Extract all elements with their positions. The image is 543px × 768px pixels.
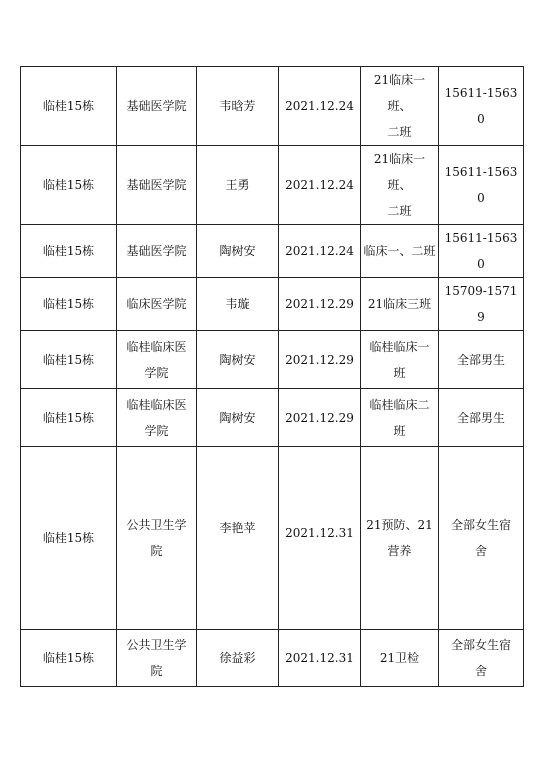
class-line-1: 临桂临床二 bbox=[369, 397, 430, 412]
college-line-2: 院 bbox=[150, 544, 163, 558]
college-line-2: 学院 bbox=[144, 365, 169, 380]
date-cell: 2021.12.24 bbox=[279, 67, 361, 146]
rooms-line-2: 舍 bbox=[474, 664, 487, 678]
college-line-2: 学院 bbox=[144, 423, 169, 438]
class-cell bbox=[361, 146, 439, 225]
building-cell: 临桂15栋 bbox=[21, 278, 117, 331]
rooms-cell: 15611-15630 bbox=[439, 67, 524, 146]
table-row bbox=[21, 278, 524, 331]
college-cell bbox=[117, 630, 197, 687]
class-cell: 21临床三班 bbox=[361, 278, 439, 331]
building-cell: 临桂15栋 bbox=[21, 67, 117, 146]
rooms-cell: 全部男生 bbox=[439, 331, 524, 389]
class-line-2: 二班 bbox=[387, 204, 412, 218]
class-cell bbox=[361, 331, 439, 389]
college-cell bbox=[117, 331, 197, 389]
table-row bbox=[21, 67, 524, 146]
date-cell: 2021.12.29 bbox=[279, 278, 361, 331]
table-row bbox=[21, 447, 524, 630]
building-cell: 临桂15栋 bbox=[21, 447, 117, 630]
college-cell bbox=[117, 389, 197, 447]
class-line-1: 临桂临床一 bbox=[369, 339, 430, 354]
class-cell: 21卫检 bbox=[361, 630, 439, 687]
building-cell: 临桂15栋 bbox=[21, 389, 117, 447]
date-cell: 2021.12.29 bbox=[279, 331, 361, 389]
name-cell: 陶树安 bbox=[197, 331, 279, 389]
table-row bbox=[21, 630, 524, 687]
date-text: 2021.12.31 bbox=[285, 526, 354, 540]
name-cell: 王勇 bbox=[197, 146, 279, 225]
building-cell: 临桂15栋 bbox=[21, 331, 117, 389]
rooms-cell bbox=[439, 630, 524, 687]
building-cell: 临桂15栋 bbox=[21, 225, 117, 278]
date-cell: 2021.12.24 bbox=[279, 225, 361, 278]
name-cell: 徐益彩 bbox=[197, 630, 279, 687]
name-cell: 韦璇 bbox=[197, 278, 279, 331]
date-cell: 2021.12.29 bbox=[279, 389, 361, 447]
college-cell: 临床医学院 bbox=[117, 278, 197, 331]
class-cell bbox=[361, 67, 439, 146]
rooms-cell: 15611-15630 bbox=[439, 146, 524, 225]
date-cell: 2021.12.31 bbox=[279, 630, 361, 687]
college-line-1: 临桂临床医 bbox=[126, 397, 187, 412]
college-cell: 基础医学院 bbox=[117, 146, 197, 225]
college-cell bbox=[117, 447, 197, 630]
name-cell: 韦晗芳 bbox=[197, 67, 279, 146]
rooms-cell: 15611-15630 bbox=[439, 225, 524, 278]
rooms-cell: 15709-15719 bbox=[439, 278, 524, 331]
name-text: 李艳苹 bbox=[219, 521, 256, 535]
dorm-schedule-table bbox=[20, 66, 524, 687]
table-row bbox=[21, 331, 524, 389]
rooms-cell bbox=[439, 447, 524, 630]
name-cell bbox=[197, 447, 279, 630]
class-line-1: 21预防、21 bbox=[366, 518, 433, 532]
class-line-1: 21临床一班、 bbox=[373, 73, 426, 113]
rooms-line-2: 舍 bbox=[474, 544, 487, 558]
college-cell: 基础医学院 bbox=[117, 67, 197, 146]
college-line-1: 公共卫生学 bbox=[126, 518, 187, 532]
building-cell: 临桂15栋 bbox=[21, 630, 117, 687]
class-cell: 临床一、二班 bbox=[361, 225, 439, 278]
class-cell bbox=[361, 447, 439, 630]
building-cell: 临桂15栋 bbox=[21, 146, 117, 225]
class-line-2: 营养 bbox=[387, 544, 412, 558]
college-line-1: 公共卫生学 bbox=[126, 638, 187, 652]
rooms-line-1: 全部女生宿 bbox=[450, 638, 511, 652]
rooms-line-1: 全部女生宿 bbox=[450, 518, 511, 532]
table-row bbox=[21, 146, 524, 225]
college-line-2: 院 bbox=[150, 664, 163, 678]
name-cell: 陶树安 bbox=[197, 389, 279, 447]
table-row bbox=[21, 225, 524, 278]
date-cell bbox=[279, 447, 361, 630]
rooms-cell: 全部男生 bbox=[439, 389, 524, 447]
college-line-1: 临桂临床医 bbox=[126, 339, 187, 354]
date-cell: 2021.12.24 bbox=[279, 146, 361, 225]
class-line-2: 班 bbox=[393, 365, 406, 380]
name-cell: 陶树安 bbox=[197, 225, 279, 278]
college-cell: 基础医学院 bbox=[117, 225, 197, 278]
class-line-1: 21临床一班、 bbox=[373, 152, 426, 192]
table-row bbox=[21, 389, 524, 447]
class-line-2: 二班 bbox=[387, 125, 412, 139]
class-line-2: 班 bbox=[393, 423, 406, 438]
class-cell bbox=[361, 389, 439, 447]
